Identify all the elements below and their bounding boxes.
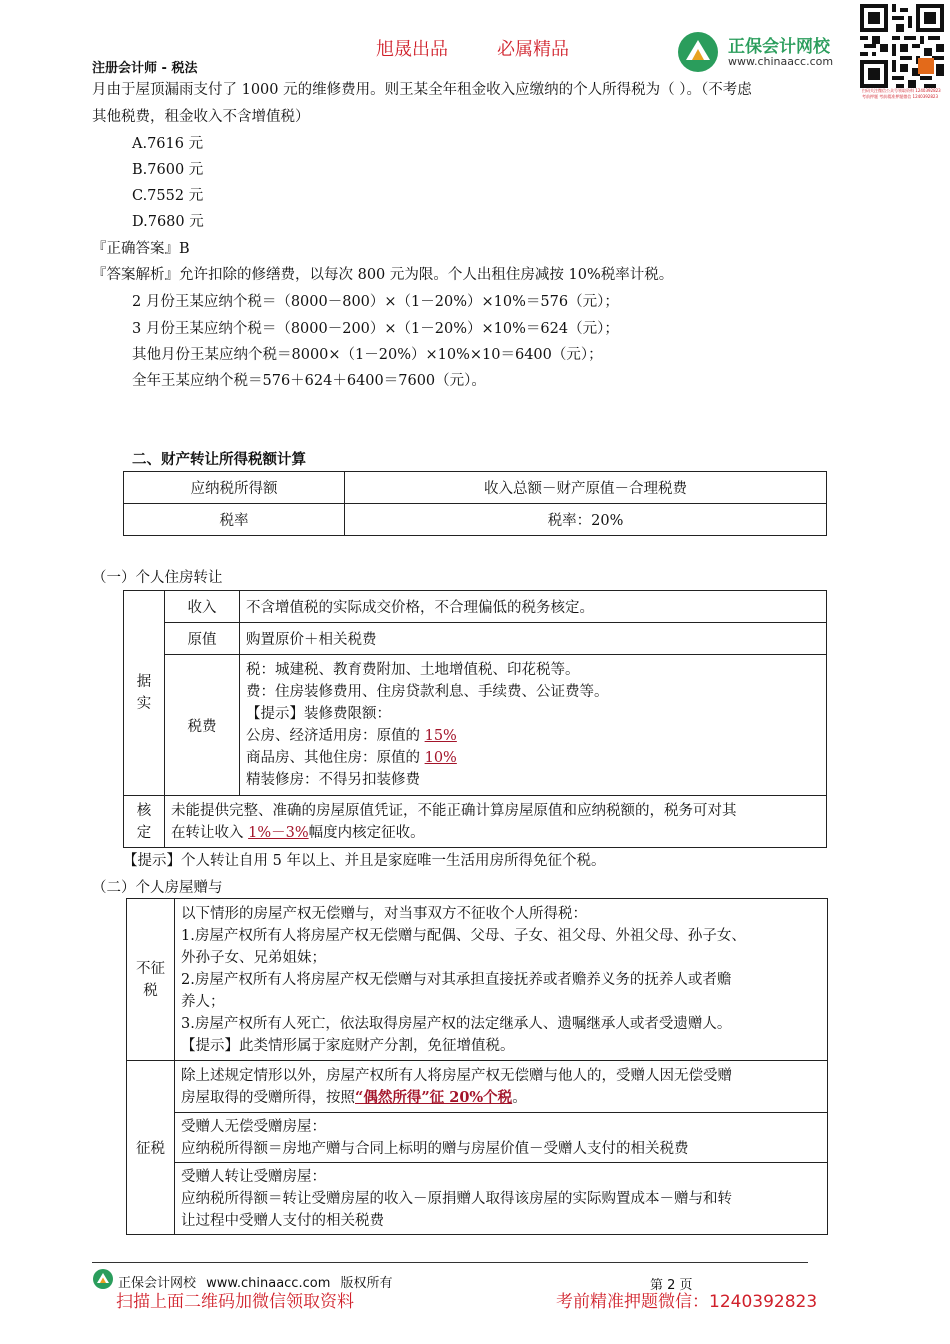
verify-rate: 1%－3%: [248, 824, 309, 841]
exempt-line: 3.房屋产权所有人死亡，依法取得房屋产权的法定继承人、遗嘱继承人或者受遗赠人。: [181, 1015, 732, 1032]
subsection-heading: （一）个人住房转让: [92, 570, 223, 586]
tax-free-gift: [175, 1113, 828, 1163]
fee-commercial-prefix: 商品房、其他住房：原值的: [246, 750, 425, 766]
tax-resale-title: 受赠人转让受赠房屋：: [181, 1168, 326, 1185]
verify-content: [165, 796, 827, 848]
table-cell: 应纳税所得额: [124, 472, 345, 504]
transfer-income-table: [123, 471, 827, 536]
exempt-line: 以下情形的房屋产权无偿赠与，对当事双方不征收个人所得税：: [181, 905, 587, 922]
footer-divider: [92, 1262, 808, 1263]
tax-free-formula: 应纳税所得额＝房地产赠与合同上标明的赠与房屋价值－受赠人支付的相关税费: [181, 1140, 689, 1157]
tax-intro-prefix: 房屋取得的受赠所得，按照: [181, 1089, 355, 1106]
verify-line: 未能提供完整、准确的房屋原值凭证，不能正确计算房屋原值和应纳税额的，税务可对其: [171, 802, 737, 819]
tax-intro-line: [181, 1087, 821, 1109]
table-row: [127, 899, 828, 1061]
logo-name: 正保会计网校: [728, 37, 830, 57]
fee-content: [240, 655, 827, 796]
tax-label: 征税: [127, 1061, 175, 1235]
question-stem-line2: 其他税费，租金收入不含增值税）: [92, 109, 310, 125]
page-number: 第 2 页: [650, 1278, 693, 1293]
logo-url: www.chinaacc.com: [728, 55, 834, 68]
qr-code-icon: [860, 4, 944, 88]
calc-line: 2 月份王某应纳个税＝（8000－800）×（1－20%）×10%＝576（元）；: [132, 294, 619, 310]
footer-url: www.chinaacc.com: [206, 1276, 331, 1291]
housing-gift-table: [126, 898, 828, 1235]
fee-line: [246, 747, 820, 769]
income-label: 收入: [165, 591, 240, 623]
income-text: 不含增值税的实际成交价格，不合理偏低的税务核定。: [240, 591, 827, 623]
fee-public-rate: 15%: [424, 728, 457, 744]
label-char: 核: [136, 802, 152, 819]
footer-brand-name: 正保会计网校: [118, 1276, 197, 1291]
tax-intro-line: 除上述规定情形以外，房屋产权所有人将房屋产权无偿赠与他人的，受赠人因无偿受赠: [181, 1067, 732, 1084]
subsection-heading: （二）个人房屋赠与: [92, 880, 223, 896]
logo-emblem-icon: [676, 30, 720, 74]
table-row: [124, 796, 827, 848]
chinaacc-logo: [676, 30, 856, 74]
exempt-line: 1.房屋产权所有人将房屋产权无偿赠与配偶、父母、子女、祖父母、外祖父母、孙子女、: [181, 927, 746, 944]
table-row: [124, 472, 827, 504]
promo-right: 考前精准押题微信：1240392823: [556, 1292, 818, 1312]
doc-title: 注册会计师 - 税法: [92, 61, 198, 76]
label-char: 据: [136, 674, 152, 690]
option-a: A.7616 元: [132, 136, 204, 152]
header-slogan-left: 旭晟出品: [376, 39, 448, 60]
verify-suffix: 幅度内核定征收。: [308, 824, 425, 841]
tax-intro-highlight: “偶然所得”征 20%个税: [355, 1088, 513, 1106]
section-heading: 二、财产转让所得税额计算: [132, 452, 306, 468]
tax-intro-suffix: 。: [512, 1089, 527, 1106]
correct-answer: 『正确答案』B: [92, 241, 190, 257]
exempt-line: 外孙子女、兄弟姐妹；: [181, 949, 326, 966]
original-label: 原值: [165, 623, 240, 655]
verify-prefix: 在转让收入: [171, 824, 249, 841]
option-b: B.7600 元: [132, 162, 204, 178]
basis-actual-label: [124, 591, 165, 796]
tax-free-title: 受赠人无偿受赠房屋：: [181, 1118, 326, 1135]
qr-caption-1: 扫码关注微信公众号领取资料 1240392823: [862, 88, 941, 93]
fee-public-prefix: 公房、经济适用房：原值的: [246, 728, 425, 744]
fee-line: [246, 725, 820, 747]
tax-resale-line: 让过程中受赠人支付的相关税费: [181, 1212, 384, 1229]
table-row: [124, 623, 827, 655]
question-stem-line1: 月由于屋顶漏雨支付了 1000 元的维修费用。则王某全年租金收入应缴纳的个人所得税为（ ）。（不考虑: [92, 82, 752, 98]
verify-label: [124, 796, 165, 848]
table-cell: 税率：20%: [345, 504, 827, 536]
exempt-label: [127, 899, 175, 1061]
verify-line: [171, 822, 820, 844]
tax-resale-line: 应纳税所得额＝转让受赠房屋的收入－原捐赠人取得该房屋的实际购置成本－赠与和转: [181, 1190, 732, 1207]
promo-left: 扫描上面二维码加微信领取资料: [116, 1292, 354, 1312]
tax-intro: [175, 1061, 828, 1113]
table-row: [127, 1061, 828, 1113]
exempt-line: 2.房屋产权所有人将房屋产权无偿赠与对其承担直接抚养或者赡养义务的抚养人或者赡: [181, 971, 732, 988]
option-c: C.7552 元: [132, 188, 204, 204]
fee-commercial-rate: 10%: [424, 750, 457, 766]
option-d: D.7680 元: [132, 214, 204, 230]
fee-line: 费：住房装修费用、住房贷款利息、手续费、公证费等。: [246, 684, 609, 700]
label-char: 税: [143, 982, 158, 999]
header-slogan-right: 必属精品: [497, 39, 569, 60]
label-char: 定: [136, 824, 152, 841]
tax-resale: [175, 1163, 828, 1235]
fee-label: 税费: [165, 655, 240, 796]
label-char: 不征: [136, 960, 165, 977]
table-row: [127, 1163, 828, 1235]
footer-rights: 版权所有: [340, 1276, 393, 1291]
table-row: [124, 504, 827, 536]
footer-logo-icon: [92, 1268, 114, 1290]
fee-line: 【提示】装修费限额：: [246, 706, 391, 722]
exempt-line: 【提示】此类情形属于家庭财产分割，免征增值税。: [181, 1037, 515, 1054]
housing-transfer-table: [123, 590, 827, 848]
answer-analysis: 『答案解析』允许扣除的修缮费，以每次 800 元为限。个人出租住房减按 10%税率计税。: [92, 267, 674, 283]
table-row: [124, 591, 827, 623]
calc-line: 全年王某应纳个税＝576＋624＋6400＝7600（元）。: [132, 373, 486, 389]
calc-line: 其他月份王某应纳个税＝8000×（1－20%）×10%×10＝6400（元）；: [132, 347, 603, 363]
table-row: [124, 655, 827, 796]
fee-line: 精装修房：不得另扣装修费: [246, 772, 420, 788]
label-char: 实: [136, 696, 152, 712]
qr-code: [860, 4, 944, 88]
qr-caption-2: 考前押题 考前精准押题微信 1240392823: [862, 94, 938, 99]
fee-line: 税：城建税、教育费附加、土地增值税、印花税等。: [246, 662, 580, 678]
table-row: [127, 1113, 828, 1163]
original-text: 购置原价＋相关税费: [240, 623, 827, 655]
calc-line: 3 月份王某应纳个税＝（8000－200）×（1－20%）×10%＝624（元）；: [132, 321, 619, 337]
table-cell: 收入总额－财产原值－合理税费: [345, 472, 827, 504]
exempt-content: [175, 899, 828, 1061]
table-cell: 税率: [124, 504, 345, 536]
transfer-tip: 【提示】个人转让自用 5 年以上、并且是家庭唯一生活用房所得免征个税。: [123, 853, 606, 869]
exempt-line: 养人；: [181, 993, 225, 1010]
